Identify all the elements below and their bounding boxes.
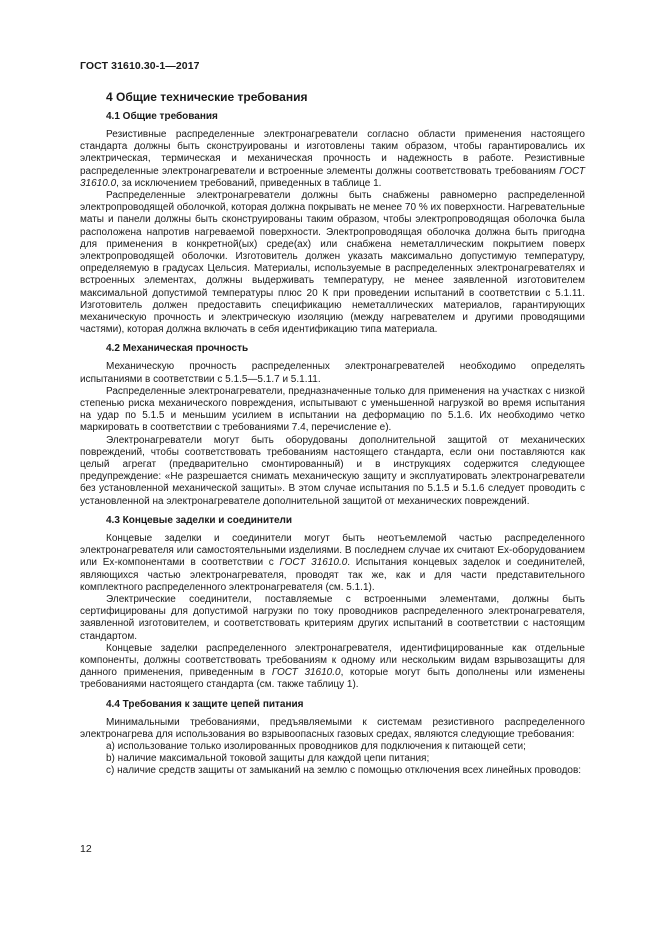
list-item: b) наличие максимальной токовой защиты для каждой цепи питания; — [106, 753, 430, 765]
subsection-title-4-4: 4.4 Требования к защите цепей питания — [106, 698, 304, 710]
subsection-title-4-2: 4.2 Механическая прочность — [106, 343, 249, 355]
list-item: с) наличие средств защиты от замыканий на землю с помощью отключения всех линейных проводов: — [106, 765, 582, 777]
paragraph: Электрические соединители, поставляемые с встроенными элементами, должны быть сертифицированы для допустимой нагрузки по току проводников распределенного электронагревателя, заявленной изготовителем, и соответствовать критериям других испытаний в соответствии с настоящим стандартом. — [80, 593, 585, 642]
paragraph: Распределенные электронагреватели должны быть снабжены равномерно распределенной электропроводящей оболочкой, которая должна покрывать не менее 70 % их поверхности. Нагревательные маты и панели должны быть сконструированы таким образом, чтобы электропроводящая оболочка была расположена напротив нагреваемой поверхности. Электропроводящая оболочка должна быть пригодна для применения в конкретной(ых) среде(ах) или снабжена неметаллическим покрытием поверх электропроводящей оболочки. Изготовитель должен указать максимально допустимую температуру, определяемую в градусах Цельсия. Материалы, используемые в распределенных электронагревателях и встроенных элементах, должны выдерживать температуру, не менее заявленной изготовителем максимальной допустимой температуры плюс 20 К при проведении испытаний в соответствии с 5.1.11. Изготовитель должен предоставить спецификацию неметаллических материалов, гарантирующих механическую прочность и электрическую изоляцию (между нагревателем и другими проводящими частями), которая должна включать в себя идентификацию типа материала. — [80, 190, 585, 336]
document-body — [80, 90, 585, 778]
section-title: 4 Общие технические требования — [106, 90, 308, 104]
paragraph: Концевые заделки распределенного электронагревателя, идентифицированные как отдельные компоненты, должны соответствовать требованиям к одному или нескольким видам взрывозащиты для данного применения, приведенным в ГОСТ 31610.0, которые могут быть дополнены или изменены требованиями настоящего стандарта (см. также таблицу 1). — [80, 642, 585, 691]
subsection-title-4-3: 4.3 Концевые заделки и соединители — [106, 514, 293, 526]
requirements-list — [80, 741, 585, 778]
page-number: 12 — [80, 843, 92, 855]
list-item: а) использование только изолированных проводников для подключения к питающей сети; — [106, 740, 526, 752]
paragraph: Распределенные электронагреватели, предназначенные только для применения на участках с низкой степенью риска механического повреждения, испытывают с уменьшенной нагрузкой во время испытания на удар по 5.1.5 и меньшим усилием в испытании на деформацию по 5.1.6. Их необходимо четко маркировать в соответствии с требованиями 7.4, перечисление е). — [80, 385, 585, 434]
paragraph: Механическую прочность распределенных электронагревателей необходимо определять испытаниями в соответствии с 5.1.5—5.1.7 и 5.1.11. — [80, 361, 585, 385]
paragraph: Резистивные распределенные электронагреватели согласно области применения настоящего стандарта должны быть сконструированы и изготовлены таким образом, чтобы гарантировались их электрическая, термическая и механическая прочность и надежность в работе. Резистивные распределенные электронагреватели и встроенные элементы должны соответствовать требованиям ГОСТ 31610.0, за исключением требований, приведенных в таблице 1. — [80, 129, 585, 189]
paragraph: Концевые заделки и соединители могут быть неотъемлемой частью распределенного электронагревателя или самостоятельными изделиями. В последнем случае их считают Ex-оборудованием или Ex-компонентами в соответствии с ГОСТ 31610.0. Испытания концевых заделок и соединителей, являющихся частью электронагревателя, проводят так же, как и для части представительного комплектного распределенного электронагревателя (см. 5.1.1). — [80, 532, 585, 593]
paragraph: Электронагреватели могут быть оборудованы дополнительной защитой от механических повреждений, чтобы соответствовать требованиям настоящего стандарта, если они поставляются как целый агрегат (предварительно смонтированный) и в инструкциях содержится следующее предупреждение: «Не разрешается снимать механическую защиту и эксплуатировать электронагреватели без установленной механической защиты». В этом случае испытания по 5.1.5 и 5.1.6 следует проводить с установленной на электронагревателе дополнительной защитой от механических повреждений. — [80, 434, 585, 507]
standard-header: ГОСТ 31610.30-1—2017 — [80, 60, 200, 72]
paragraph: Минимальными требованиями, предъявляемыми к системам резистивного распределенного электронагрева для использования во взрывоопасных газовых средах, являются следующие требования: — [80, 716, 585, 740]
subsection-title-4-1: 4.1 Общие требования — [106, 111, 218, 122]
